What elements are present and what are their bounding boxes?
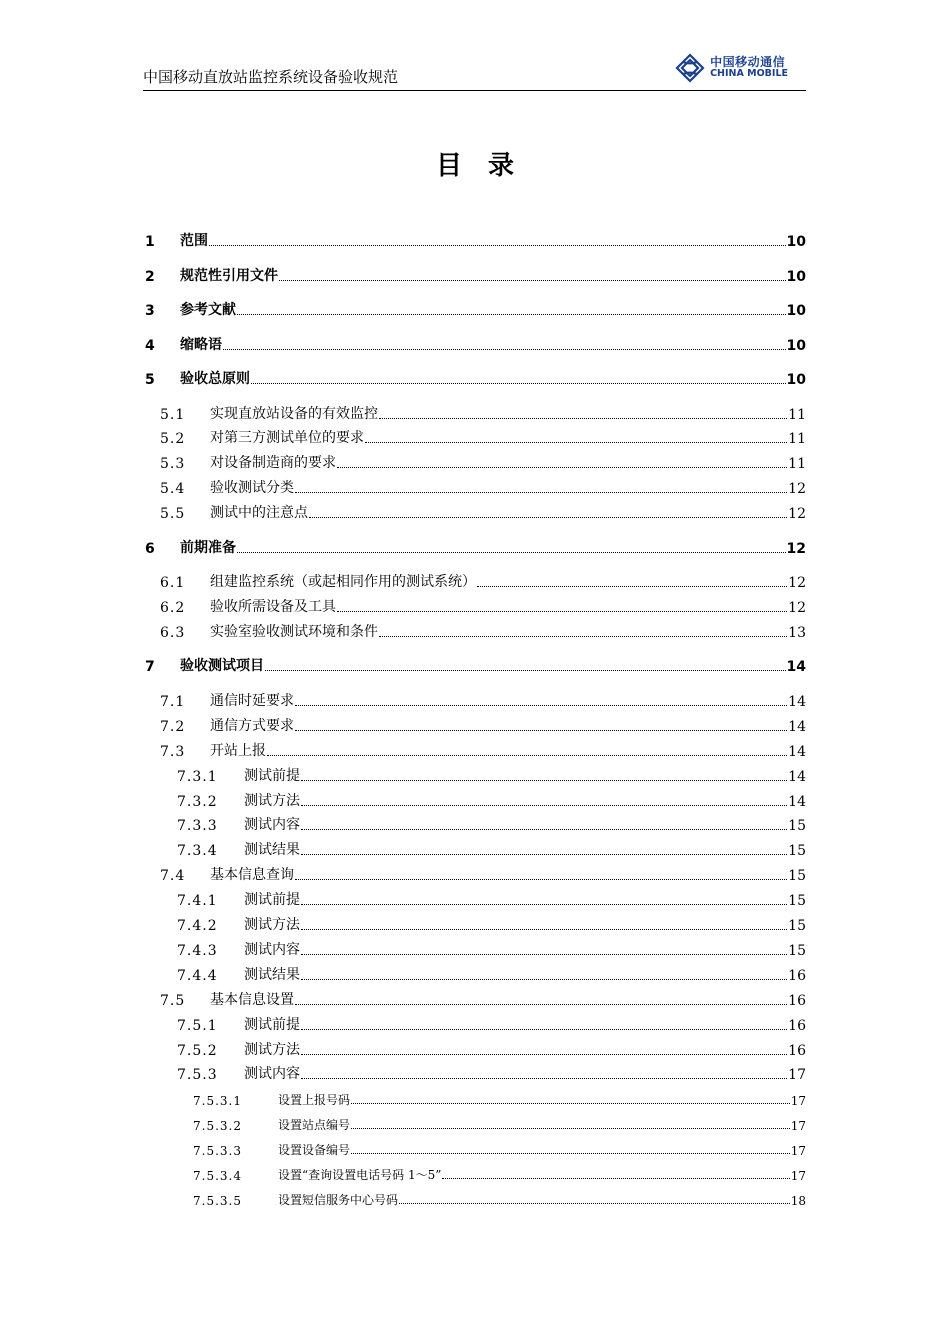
toc-entry-leader — [365, 441, 787, 443]
toc-entry[interactable] — [143, 297, 806, 319]
toc-entry[interactable] — [143, 500, 806, 522]
toc-entry-number: 6.1 — [160, 575, 186, 592]
toc-entry[interactable] — [143, 1111, 806, 1133]
toc-entry-leader — [309, 516, 787, 518]
toc-entry-label: 测试结果 — [244, 966, 300, 983]
toc-entry-page: 17 — [790, 1094, 806, 1109]
logo-chinese-name: 中国移动通信 — [710, 55, 786, 70]
toc-entry-label: 测试中的注意点 — [210, 505, 308, 522]
toc-entry[interactable] — [143, 1061, 806, 1083]
toc-entry-label: 参考文献 — [180, 302, 236, 318]
toc-entry-number: 6 — [145, 540, 155, 557]
toc-entry-leader — [351, 1102, 790, 1104]
toc-entry[interactable] — [143, 366, 806, 388]
toc-entry[interactable] — [143, 332, 806, 354]
toc-entry-leader — [337, 610, 787, 612]
toc-entry-label: 测试方法 — [244, 1041, 300, 1058]
toc-entry[interactable] — [143, 535, 806, 557]
toc-entry-page: 15 — [788, 918, 806, 934]
toc-entry-number: 5.4 — [160, 481, 186, 498]
toc-entry-leader — [301, 853, 787, 855]
toc-entry-leader — [301, 1028, 787, 1030]
toc-entry-leader — [301, 978, 787, 980]
toc-entry[interactable] — [143, 812, 806, 834]
toc-entry-number: 5.1 — [160, 406, 186, 423]
toc-entry[interactable] — [143, 228, 806, 250]
toc-entry-number: 7.2 — [160, 718, 186, 735]
toc-entry-page: 16 — [788, 1042, 806, 1059]
toc-entry-page: 10 — [786, 337, 806, 354]
toc-entry-number: 1 — [145, 234, 155, 250]
toc-entry[interactable] — [143, 263, 806, 285]
toc-entry-number: 7.3.1 — [177, 768, 218, 785]
toc-entry-page: 12 — [788, 575, 806, 592]
toc-entry-number: 7.5.3.3 — [193, 1144, 242, 1159]
toc-entry-number: 5.2 — [160, 431, 186, 448]
toc-entry-number: 7.5.3.1 — [193, 1094, 242, 1109]
toc-entry[interactable] — [143, 1186, 806, 1208]
toc-entry-leader — [295, 704, 787, 706]
toc-entry-page: 10 — [786, 268, 806, 285]
toc-entry-number: 7.5.3 — [177, 1067, 218, 1084]
toc-entry-page: 14 — [788, 718, 806, 735]
toc-entry-number: 7.4.2 — [177, 918, 218, 934]
page-header — [143, 50, 806, 91]
toc-entry-label: 验收测试分类 — [210, 480, 294, 497]
toc-entry-label: 测试前提 — [244, 892, 300, 909]
toc-entry-page: 16 — [788, 967, 806, 984]
toc-entry-label: 测试结果 — [244, 842, 300, 859]
toc-entry-leader — [301, 828, 787, 830]
toc-entry-number: 6.3 — [160, 624, 186, 641]
toc-entry-leader — [442, 1177, 789, 1179]
toc-entry-label: 范围 — [180, 233, 208, 249]
toc-entry-page: 12 — [788, 600, 806, 616]
toc-entry[interactable] — [143, 450, 806, 472]
toc-entry-leader — [301, 1077, 787, 1079]
toc-entry-label: 基本信息查询 — [210, 867, 294, 884]
toc-entry-page: 10 — [786, 303, 806, 319]
toc-entry-page: 11 — [788, 406, 806, 423]
toc-entry[interactable] — [143, 1136, 806, 1158]
china-mobile-logo — [674, 52, 788, 84]
toc-entry-leader — [209, 244, 786, 246]
toc-entry[interactable] — [143, 1037, 806, 1059]
toc-entry-leader — [351, 1152, 790, 1154]
toc-entry-page: 14 — [788, 743, 806, 760]
toc-entry-label: 开站上报 — [210, 742, 266, 759]
toc-entry-page: 15 — [788, 868, 806, 885]
toc-entry-leader — [265, 669, 786, 671]
toc-entry-page: 15 — [788, 893, 806, 910]
toc-entry[interactable] — [143, 738, 806, 760]
toc-entry[interactable] — [143, 788, 806, 810]
toc-entry-number: 5 — [145, 372, 155, 388]
toc-entry-page: 13 — [788, 624, 806, 641]
toc-entry[interactable] — [143, 619, 806, 641]
toc-entry-number: 7.3.3 — [177, 818, 218, 835]
toc-entry-number: 2 — [145, 268, 155, 285]
toc-entry-page: 14 — [786, 659, 806, 676]
toc-entry[interactable] — [143, 837, 806, 859]
toc-entry-label: 测试内容 — [244, 817, 300, 834]
toc-entry[interactable] — [143, 887, 806, 909]
toc-entry-label: 通信方式要求 — [210, 717, 294, 734]
toc-entry-number: 4 — [145, 337, 155, 354]
toc-entry-label: 实现直放站设备的有效监控 — [210, 405, 378, 422]
toc-entry-label: 基本信息设置 — [210, 991, 294, 1008]
logo-text — [710, 56, 788, 80]
toc-entry[interactable] — [143, 401, 806, 423]
toc-entry-page: 15 — [788, 942, 806, 959]
toc-entry[interactable] — [143, 688, 806, 710]
toc-entry-label: 测试内容 — [244, 1066, 300, 1083]
toc-entry-leader — [399, 1202, 790, 1204]
toc-entry-leader — [295, 1003, 787, 1005]
toc-entry-leader — [301, 928, 787, 930]
toc-entry-label: 组建监控系统（或起相同作用的测试系统） — [210, 574, 476, 591]
toc-entry-leader — [301, 903, 787, 905]
toc-entry-label: 测试前提 — [244, 767, 300, 784]
toc-entry-leader — [379, 635, 787, 637]
toc-entry-label: 测试方法 — [244, 792, 300, 809]
toc-entry-leader — [337, 466, 787, 468]
toc-entry-number: 7 — [145, 659, 155, 676]
toc-entry-label: 缩略语 — [180, 336, 222, 353]
toc-entry-number: 7.4.1 — [177, 893, 218, 910]
toc-entry-leader — [223, 348, 786, 350]
toc-entry[interactable] — [143, 713, 806, 735]
toc-entry-page: 16 — [788, 992, 806, 1009]
toc-entry[interactable] — [143, 653, 806, 675]
toc-entry-number: 5.3 — [160, 456, 186, 473]
toc-entry-page: 16 — [788, 1017, 806, 1034]
toc-entry-label: 验收总原则 — [180, 371, 250, 387]
toc-entry-label: 规范性引用文件 — [180, 267, 278, 284]
toc-entry-label: 对第三方测试单位的要求 — [210, 430, 364, 447]
toc-entry[interactable] — [143, 1161, 806, 1183]
toc-entry-leader — [279, 279, 786, 281]
toc-entry-leader — [301, 1053, 787, 1055]
toc-entry-label: 设置站点编号 — [278, 1118, 351, 1133]
toc-entry-page: 14 — [788, 693, 806, 710]
toc-entry-number: 7.3.2 — [177, 793, 218, 810]
toc-entry-leader — [301, 804, 787, 806]
toc-entry-leader — [301, 779, 787, 781]
toc-entry-page: 18 — [790, 1193, 806, 1208]
toc-entry[interactable] — [143, 912, 806, 934]
logo-english-name: CHINA MOBILE — [710, 68, 788, 80]
toc-entry-leader — [477, 585, 787, 587]
toc-entry-leader — [267, 754, 787, 756]
toc-entry-number: 7.5.3.2 — [193, 1119, 242, 1134]
toc-entry[interactable] — [143, 862, 806, 884]
toc-entry-label: 设置“查询设置电话号码 1～5” — [278, 1168, 442, 1182]
toc-entry-number: 7.4.3 — [177, 942, 218, 959]
toc-entry[interactable] — [143, 594, 806, 616]
toc-entry-number: 3 — [145, 303, 155, 319]
toc-entry-page: 14 — [788, 768, 806, 785]
toc-entry-label: 前期准备 — [180, 539, 236, 556]
toc-entry-label: 测试内容 — [244, 941, 300, 958]
toc-entry[interactable] — [143, 1086, 806, 1108]
toc-entry-number: 7.5.3.4 — [193, 1169, 242, 1183]
toc-entry[interactable] — [143, 962, 806, 984]
toc-entry-number: 7.4.4 — [177, 967, 218, 984]
toc-entry-leader — [295, 491, 787, 493]
toc-entry-leader — [351, 1127, 790, 1129]
toc-entry-number: 7.5 — [160, 992, 186, 1009]
toc-entry-number: 6.2 — [160, 600, 186, 616]
toc-entry-label: 设置设备编号 — [278, 1143, 351, 1158]
toc-entry[interactable] — [143, 569, 806, 591]
toc-entry-label: 通信时延要求 — [210, 692, 294, 709]
toc-entry-number: 7.3.4 — [177, 843, 218, 860]
toc-title: 目录 — [435, 151, 540, 181]
toc-entry-page: 17 — [790, 1169, 806, 1183]
toc-entry-leader — [301, 953, 787, 955]
toc-entry-label: 设置短信服务中心号码 — [278, 1192, 399, 1207]
toc-entry[interactable] — [143, 425, 806, 447]
toc-entry[interactable] — [143, 475, 806, 497]
toc-entry[interactable] — [143, 763, 806, 785]
toc-entry[interactable] — [143, 1012, 806, 1034]
toc-entry-leader — [251, 382, 786, 384]
toc-entry-page: 10 — [786, 234, 806, 250]
toc-entry-page: 11 — [788, 431, 806, 448]
toc-entry-page: 17 — [788, 1067, 806, 1084]
toc-entry-number: 5.5 — [160, 506, 186, 523]
toc-entry-leader — [295, 729, 787, 731]
toc-entry-number: 7.5.1 — [177, 1017, 218, 1034]
china-mobile-logo-icon — [674, 52, 706, 84]
toc-entry-leader — [237, 313, 786, 315]
header-title: 中国移动直放站监控系统设备验收规范 — [143, 68, 399, 86]
toc-entry-label: 验收所需设备及工具 — [210, 599, 336, 615]
toc-entry-number: 7.1 — [160, 693, 186, 710]
toc-entry-number: 7.4 — [160, 868, 186, 885]
toc-entry-page: 12 — [788, 481, 806, 498]
toc-entry-number: 7.5.3.5 — [193, 1193, 242, 1208]
toc-entry-page: 12 — [786, 540, 806, 557]
toc-entry-label: 实验室验收测试环境和条件 — [210, 623, 378, 640]
toc-entry-page: 15 — [788, 818, 806, 835]
toc-entry-leader — [379, 417, 787, 419]
toc-entry-label: 测试前提 — [244, 1016, 300, 1033]
toc-entry-page: 11 — [788, 456, 806, 473]
toc-entry[interactable] — [143, 987, 806, 1009]
toc-entry-page: 14 — [788, 793, 806, 810]
toc-entry-number: 7.3 — [160, 743, 186, 760]
toc-entry[interactable] — [143, 937, 806, 959]
toc-entry-label: 测试方法 — [244, 917, 300, 933]
toc-entry-leader — [237, 551, 786, 553]
toc-entry-label: 验收测试项目 — [180, 658, 264, 675]
toc-entry-label: 设置上报号码 — [278, 1093, 351, 1108]
toc-entry-label: 对设备制造商的要求 — [210, 455, 336, 472]
toc-entry-number: 7.5.2 — [177, 1042, 218, 1059]
toc-entry-leader — [295, 878, 787, 880]
toc-entry-page: 17 — [790, 1119, 806, 1134]
toc-entry-page: 17 — [790, 1144, 806, 1159]
toc-entry-page: 15 — [788, 843, 806, 860]
toc-entry-page: 12 — [788, 506, 806, 523]
toc-entry-page: 10 — [786, 372, 806, 388]
